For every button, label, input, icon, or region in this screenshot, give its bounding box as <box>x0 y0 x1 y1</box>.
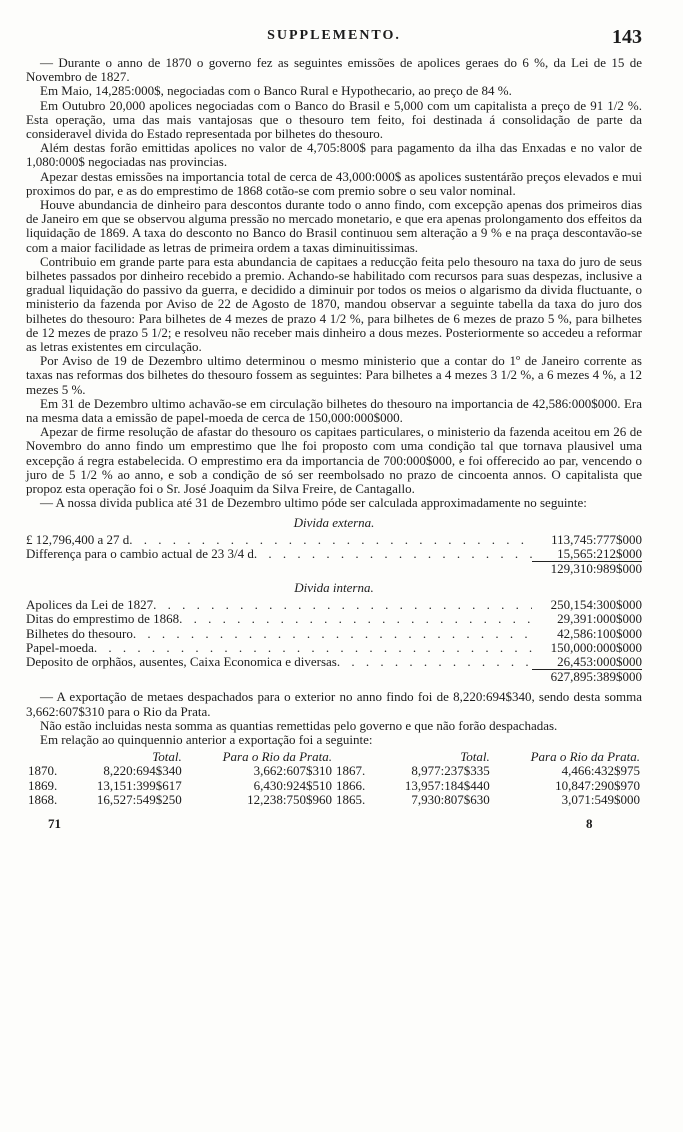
paragraph: Em 31 de Dezembro ultimo achavão-se em circulação bilhetes do thesouro na importancia de 42,586:000$000. Era na mesma data a emissão de papel-moeda de cerca de 150,000:000$000. <box>26 395 642 426</box>
document-page <box>26 26 642 836</box>
page-number: 143 <box>612 26 642 48</box>
paragraph: — A exportação de metaes despachados para o exterior no anno findo foi de 8,220:694$340, sendo desta somma 3,662:607$310 para o Rio da Prata. <box>26 689 642 719</box>
signature-mark-right: 8 <box>586 815 593 831</box>
prata-cell: 10,847:290$970 <box>555 777 640 793</box>
divida-externa-section <box>26 515 642 577</box>
page-title: SUPPLEMENTO. <box>267 28 401 43</box>
ledger-row <box>26 598 642 612</box>
column-header: Para o Rio da Prata. <box>222 749 332 765</box>
column-header: Total. <box>460 749 490 765</box>
ledger-label: £ 12,796,400 a 27 d <box>26 531 130 547</box>
ledger-value: 26,453:000$000 <box>532 655 642 670</box>
total-cell: 8,977:237$335 <box>411 763 490 779</box>
ledger-row <box>26 612 642 626</box>
divida-interna-section <box>26 580 642 684</box>
year-cell: 1865. <box>335 792 366 808</box>
year-cell: 1866. <box>335 777 366 793</box>
ledger-row <box>26 533 642 547</box>
ledger-row <box>26 641 642 655</box>
table-row <box>26 764 642 779</box>
ledger-value: 29,391:000$000 <box>557 611 642 627</box>
column-header: Total. <box>152 749 182 765</box>
total-cell: 7,930:807$630 <box>411 792 490 808</box>
prata-cell: 3,071:549$000 <box>561 792 640 808</box>
export-table <box>26 749 642 808</box>
year-cell: 1868. <box>28 792 58 808</box>
paragraph: — A nossa divida publica até 31 de Dezembro ultimo póde ser calculada approximadamente no seguinte: <box>40 495 587 511</box>
leader-dots <box>94 641 532 655</box>
ledger-label: Apolices da Lei de 1827 <box>26 597 154 613</box>
ledger-row <box>26 627 642 641</box>
year-cell: 1869. <box>28 777 58 793</box>
prata-cell: 12,238:750$960 <box>247 792 332 808</box>
ledger-label: Bilhetes do thesouro <box>26 625 133 641</box>
total-cell: 16,527:549$250 <box>96 792 182 808</box>
leader-dots <box>133 627 532 641</box>
paragraph: Contribuio em grande parte para esta abundancia de capitaes a reducção feita pelo thesouro na taxa do juro de seus bilhetes passados por dinheiro recebido a premio. Achando-se habilitado com recursos para suas despezas, inclusive a gradual liquidação do passivo da guerra, e decidido a diminuir por todos os meios o algarismo da divida fluctuante, o ministerio da fazenda por Aviso de 22 de Agosto de 1870, mandou observar a seguinte tabella da taxa do juro dos bilhetes do thesouro: Para bilhetes de 4 mezes de prazo 4 1/2 %, para bilhetes de 6 mezes de prazo 5 %, para bilhetes de 12 mezes de prazo 5 1/2; e resolveu não receber mais dinheiro a dous mezes. Posteriormente so accedeu a reformar as letras existentes em circulação. <box>26 253 642 355</box>
leader-dots <box>179 612 532 626</box>
ledger-label: Ditas do emprestimo de 1868 <box>26 611 180 627</box>
leader-dots <box>153 598 532 612</box>
ledger-label: Papel-moeda <box>26 639 94 655</box>
ledger-value: 42,586:100$000 <box>557 625 642 641</box>
ledger-total: 627,895:389$000 <box>550 669 642 685</box>
leader-dots <box>129 533 532 547</box>
year-cell: 1867. <box>335 763 366 779</box>
section-heading: Divida externa. <box>293 514 375 530</box>
prata-cell: 6,430:924$510 <box>253 777 332 793</box>
paragraph: — Durante o anno de 1870 o governo fez as seguintes emissões de apolices geraes do 6 %, da Lei de 15 de Novembro de 1827. <box>26 55 642 85</box>
ledger-value: 113,745:777$000 <box>551 531 642 547</box>
total-cell: 13,957:184$440 <box>404 777 490 793</box>
signature-mark-left: 71 <box>48 815 61 831</box>
page-header <box>26 26 642 56</box>
total-cell: 8,220:694$340 <box>103 763 182 779</box>
page-footer <box>26 816 642 836</box>
column-header: Para o Rio da Prata. <box>530 749 640 765</box>
paragraph: Apezar de firme resolução de afastar do thesouro os capitaes particulares, o ministerio da fazenda aceitou em 26 de Novembro do anno findo um emprestimo que lhe foi proposto com uma condição tal que tornava plausivel uma excepção á regra estabelecida. O emprestimo era da importancia de 700:000$000, e foi offerecido ao par, vencendo o juro de 5 1/2 % ao anno, e sob a condição de só ser reembolsado no prazo de cincoenta annos. O capitalista que propoz esta operação foi o Sr. José Joaquim da Silva Freire, de Cantagallo. <box>26 424 642 497</box>
paragraph: Em Maio, 14,285:000$, negociadas com o Banco Rural e Hypothecario, ao preço de 84 %. <box>40 83 512 99</box>
year-cell: 1870. <box>28 763 58 779</box>
paragraph: Apezar destas emissões na importancia total de cerca de 43,000:000$ as apolices sustentárão preços elevados e mui proximos do par, e as do emprestimo de 1868 cotão-se com premio sobre o seu valor nominal. <box>26 168 642 198</box>
ledger-value: 250,154:300$000 <box>550 597 642 613</box>
paragraph: Não estão incluidas nesta somma as quantias remettidas pelo governo e que não forão despachadas. <box>40 717 558 733</box>
paragraph: Em Outubro 20,000 apolices negociadas com o Banco do Brasil e 5,000 com um capitalista a preço de 91 1/2 %. Esta operação, uma das mais vantajosas que o thesouro tem feito, foi destinada á consolidação de parte da consideravel divida do Estado representada por bilhetes do thesouro. <box>26 97 642 142</box>
ledger-label: Deposito de orphãos, ausentes, Caixa Economica e diversas <box>26 653 337 669</box>
paragraph: Por Aviso de 19 de Dezembro ultimo determinou o mesmo ministerio que a contar do 1º de Janeiro corrente as taxas nas reformas dos bilhetes do thesouro fossem as seguintes: Para bilhetes a 4 mezes 3 1/2 %, a 6 mezes 4 %, a 12 mezes 5 %. <box>26 353 642 397</box>
ledger-total-row <box>26 670 642 684</box>
body-text <box>26 56 642 511</box>
table-row <box>26 779 642 794</box>
leader-dots <box>254 547 532 561</box>
ledger-row <box>26 547 642 562</box>
prata-cell: 3,662:607$310 <box>253 763 332 779</box>
total-cell: 13,151:399$617 <box>96 777 182 793</box>
ledger-value: 150,000:000$000 <box>550 639 642 655</box>
ledger-label: Differença para o cambio actual de 23 3/4 d <box>26 545 254 561</box>
table-row <box>26 793 642 808</box>
paragraph: Houve abundancia de dinheiro para descontos durante todo o anno findo, com excepção apenas dos primeiros dias de Janeiro em que se observou alguma pressão no mercado monetario, e que era apenas prolongamento dos effeitos da liquidação de 1869. A taxa do desconto no Banco do Brasil continuou sem alteração a 9 % e na praça descontavão-se com a maior facilidade as letras de primeira ordem a taxas diminuitissimas. <box>26 197 642 255</box>
ledger-row <box>26 655 642 670</box>
paragraph: Em relação ao quinquennio anterior a exportação foi a seguinte: <box>40 731 373 747</box>
paragraph: Além destas forão emittidas apolices no valor de 4,705:800$ para pagamento da ilha das Enxadas e no valor de 1,080:000$ negociadas nas provincias. <box>26 140 642 170</box>
leader-dots <box>337 655 532 669</box>
body-text-2 <box>26 690 642 747</box>
ledger-value: 15,565:212$000 <box>532 547 642 562</box>
table-header-row <box>26 749 642 764</box>
ledger-total-row <box>26 562 642 576</box>
prata-cell: 4,466:432$975 <box>561 763 640 779</box>
section-heading: Divida interna. <box>294 580 374 596</box>
ledger-total: 129,310:989$000 <box>550 560 642 576</box>
